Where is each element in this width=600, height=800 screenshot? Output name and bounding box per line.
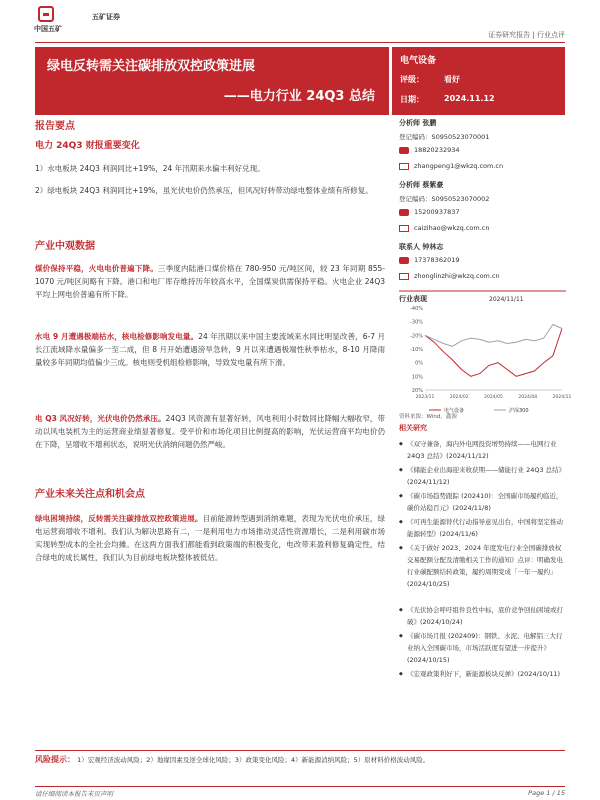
series-line-1 xyxy=(425,329,562,377)
date-value: 2024.11.12 xyxy=(444,94,495,103)
paragraph xyxy=(35,262,385,301)
paragraph: 2）绿电板块 24Q3 利润同比+19%，虽光伏电价仍然承压，但风况好转带动绿电整体业绩有所修复。 xyxy=(35,186,373,195)
paragraph: 1）水电板块 24Q3 利润同比+19%，24 年汛期来水偏丰利好兑现。 xyxy=(35,164,265,173)
y-tick-label: -10% xyxy=(410,347,423,353)
section-heading: 产业未来关注点和机会点 xyxy=(35,489,145,500)
risk-label: 风险提示： xyxy=(35,755,75,764)
phone-row xyxy=(399,256,460,264)
section-heading: 报告要点 xyxy=(35,121,75,132)
related-item[interactable]: ◆ 《储能企业出海迎来收获期——储能行业 24Q3 总结》(2024/11/12) xyxy=(399,464,566,488)
y-tick-label: 10% xyxy=(411,374,423,381)
performance-chart xyxy=(399,290,572,420)
x-tick-label: 2024/08 xyxy=(518,395,538,400)
related-title: 相关研究 xyxy=(399,424,427,432)
phone-icon xyxy=(399,147,409,154)
related-item[interactable]: ◆ 《碳市场月报 (202409)：钢铁、水泥、电解铝三大行业纳入全国碳市场，市场活跃度有望进一步提升》(2024/10/15) xyxy=(399,630,566,666)
risk-divider xyxy=(35,750,565,751)
y-tick-label: -20% xyxy=(410,333,423,340)
x-tick-label: 2024/05 xyxy=(484,395,503,400)
report-type: 证券研究报告 | 行业点评 xyxy=(488,31,565,39)
para-lead: 绿电困境持续，反转需关注碳排放双控政策进展。 xyxy=(35,514,203,523)
email-icon xyxy=(399,163,409,170)
phone-number: 17378362019 xyxy=(414,256,460,264)
para-lead: 水电 9 月遭遇极端枯水，核电检修影响发电量。 xyxy=(35,332,199,341)
related-item[interactable]: ◆ 《关于做好 2023、2024 年度发电行业全国碳排放权交易配额分配及清缴相关工作的通知》点评：明确发电行业碳配额结转政策，履约周期变成「一年一履约」(2024/10/25) xyxy=(399,542,566,590)
rating-value: 看好 xyxy=(444,75,460,84)
logo-text: 中国五矿 xyxy=(34,25,62,33)
chart-svg xyxy=(399,290,572,420)
sector: 电气设备 xyxy=(400,56,437,66)
related-item[interactable]: ◆ 《可再生能源替代行动指导意见出台，中国将坚定推动能源转型》(2024/11/6) xyxy=(399,516,566,540)
meta-box xyxy=(392,47,565,115)
section-heading: 产业中观数据 xyxy=(35,241,95,252)
contact-label: 联系人 钟林志 xyxy=(399,243,444,251)
email-address: zhonglinzhi@wkzq.com.cn xyxy=(414,272,500,280)
disclaimer: 请仔细阅读本报告末页声明 xyxy=(35,790,113,798)
reg-code: 登记编码：S0950523070001 xyxy=(399,133,490,141)
x-tick-label: 2024/02 xyxy=(449,395,469,400)
analyst-label: 分析师 张鹏 xyxy=(399,119,437,127)
email-row xyxy=(399,162,503,170)
email-icon xyxy=(399,273,409,280)
related-item[interactable]: ◆ 《光伏协会呼吁组件良性中标，底价竞争回仙困境或打破》(2024/10/24) xyxy=(399,604,566,628)
paragraph xyxy=(35,512,385,564)
email-icon xyxy=(399,225,409,232)
related-item[interactable]: ◆ 《宏观政策利好下，新能源板块反弹》(2024/10/11) xyxy=(399,668,566,680)
related-item[interactable]: ◆ 《碳市场趋势跟踪 (202410)：全国碳市场履约临近，碳价站稳百元》(2024/11/8) xyxy=(399,490,566,514)
date-label: 日期： xyxy=(400,95,424,104)
email-address: zhangpeng1@wkzq.com.cn xyxy=(414,162,504,170)
para-body: 24Q3 风资源有显著好转，风电利用小时数同比降幅大幅收窄，带动以风电装机为主的运营商业绩显著修复。受平价和市场化项目比例提高的影响，光伏运营商平均电价仍在下降，呈增收不增利状态，说明光伏消纳问题仍然严峻。 xyxy=(35,414,385,449)
phone-row xyxy=(399,146,460,154)
reg-code: 登记编码：S0950523070002 xyxy=(399,195,490,203)
phone-row xyxy=(399,208,460,216)
chart-source: 资料来源：Wind，鑫源 xyxy=(399,414,457,420)
report-subtitle: ——电力行业 24Q3 总结 xyxy=(223,89,375,104)
chart-title: 行业表现 xyxy=(399,295,427,303)
phone-number: 18820232934 xyxy=(414,146,460,154)
paragraph xyxy=(35,330,385,369)
x-tick-label: 2023/11 xyxy=(415,395,435,400)
minmetals-logo-icon xyxy=(38,6,54,22)
header-divider xyxy=(35,42,565,43)
risk-text: 1）宏观经济波动风险；2）地缘因素及逆全球化风险；3）政策变化风险；4）新能源消纳风险；5）原材料价格波动风险。 xyxy=(77,756,430,764)
email-row xyxy=(399,272,500,280)
para-lead: 煤价保持平稳，火电电价普遍下降。 xyxy=(35,264,158,273)
phone-icon xyxy=(399,257,409,264)
paragraph xyxy=(35,412,385,451)
footer-divider xyxy=(35,786,565,787)
report-title: 绿电反转需关注碳排放双控政策进展 xyxy=(47,59,256,74)
phone-icon xyxy=(399,209,409,216)
title-banner xyxy=(35,47,389,115)
x-tick-label: 2024/11 xyxy=(552,395,572,400)
legend-label-2: 沪深300 xyxy=(509,408,529,414)
series-line-2 xyxy=(425,324,562,346)
para-body: 24 年汛期以来中国主要流域来水同比明显改善，6-7 月长江流域降水量偏多一至二成，但 8 月开始遭遇滂旱急转，9 月以来遭遇极端性秋季枯水，8-10 月降雨量较多年同期均值偏少三成。核电则受机组检修影响，导致发电量有所下滑。 xyxy=(35,332,385,367)
email-row xyxy=(399,224,490,232)
analyst-label: 分析师 蔡紫豪 xyxy=(399,181,444,189)
firm-name: 五矿证券 xyxy=(92,13,120,21)
y-tick-label: -40% xyxy=(410,306,423,312)
chart-date: 2024/11/11 xyxy=(489,296,524,303)
email-address: caizihao@wkzq.com.cn xyxy=(414,224,490,232)
legend-label-1: 电气设备 xyxy=(444,408,465,414)
para-body: 三季度内陆港口煤价格在 780-950 元/吨区间，较 23 年同期 855-1070 元/吨区间略有下降。港口和电厂库存维持历年较高水平，全国煤炭供需保持平稳。火电企业 24Q3 平均上网电价普遍有所下降。 xyxy=(35,264,385,299)
y-tick-label: -30% xyxy=(410,319,423,326)
para-body: 目前能源转型遇到消纳难题，表现为光伏电价承压，绿电运营商增收不增利。我们认为解决思路有二，一是利用电力市场推动灵活性资源增长，二是利用碳市场实现转型成本的全社会均摊。在这两方面我们都能看到政策端的积极变化，电改带来盈利修复确定性，结合绿电的成长属性，我们认为目前绿电板块整体被低估。 xyxy=(35,514,386,562)
y-tick-label: 20% xyxy=(411,388,423,394)
y-tick-label: 0% xyxy=(415,360,423,367)
para-lead: 电 Q3 风况好转，光伏电价仍然承压。 xyxy=(35,414,166,423)
page-number: Page 1 / 15 xyxy=(528,789,565,797)
related-item[interactable]: ◆ 《双守兼备，海内外电网投资增势持续——电网行业 24Q3 总结》(2024/11/12) xyxy=(399,438,566,462)
rating-label: 评级： xyxy=(400,75,424,84)
phone-number: 15200937837 xyxy=(414,208,460,216)
risk-warning xyxy=(35,754,565,765)
page-header xyxy=(0,0,600,44)
subheading: 电力 24Q3 财报重要变化 xyxy=(35,141,140,151)
